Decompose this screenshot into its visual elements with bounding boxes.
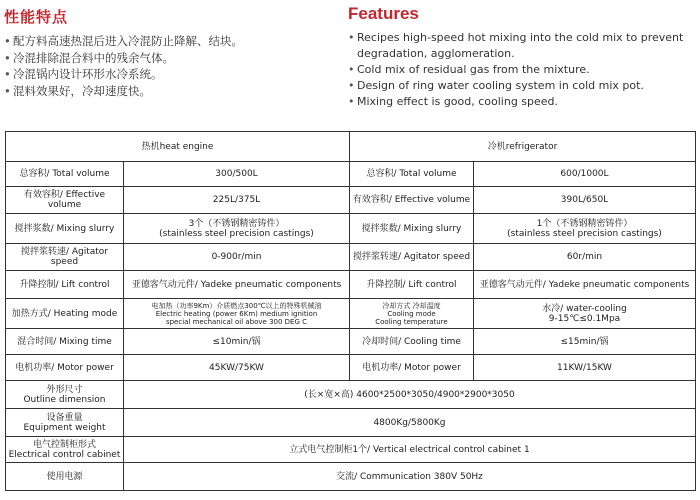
features-en-title: Features (348, 4, 419, 23)
table-row: 使用电源 交流/ Communication 380V 50Hz (6, 463, 696, 491)
features-section (0, 0, 700, 125)
list-item: • Cold mix of residual gas from the mixture. (348, 62, 698, 78)
table-row: 升降控制/ Lift control 亚德客气动元件/ Yadeke pneumatic components 升降控制/ Lift control 亚德客气动元件/ Yadeke pneumatic components (6, 271, 696, 299)
list-item: • 混料效果好，冷却速度快。 (4, 83, 334, 100)
table-row: 电机功率/ Motor power 45KW/75KW 电机功率/ Motor power 11KW/15KW (6, 355, 696, 381)
table-row: 混合时间/ Mixing time ≤10min/锅 冷却时间/ Cooling time ≤15min/锅 (6, 329, 696, 355)
list-item: • Mixing effect is good, cooling speed. (348, 94, 698, 110)
table-row: 搅拌浆转速/ Agitator speed 0-900r/min 搅拌浆转速/ Agitator speed 60r/min (6, 244, 696, 271)
list-item: • 冷混排除混合料中的残余气体。 (4, 50, 334, 67)
header-cold: 冷机refrigerator (350, 132, 696, 162)
table-row: 外形尺寸 Outline dimension (长×宽×高) 4600*2500*3050/4900*2900*3050 (6, 381, 696, 409)
list-item: • 冷混锅内设计环形水冷系统。 (4, 66, 334, 83)
table-row: 电气控制柜形式 Electrical control cabinet 立式电气控制柜1个/ Vertical electrical control cabinet 1 (6, 437, 696, 463)
spec-table (5, 131, 696, 491)
features-cn-list (4, 33, 334, 99)
table-row: 设备重量 Equipment weight 4800Kg/5800Kg (6, 409, 696, 437)
header-hot: 热机heat engine (6, 132, 350, 162)
list-item: • Design of ring water cooling system in cold mix pot. (348, 78, 698, 94)
table-row: 加热方式/ Heating mode 电加热（功率9Km）介质燃点300℃以上的特殊机械油 Electric heating (power 6Km) medium ignition special mechanical oil above 300 DEG C 冷却方式 冷却温度 Cooling mode Cooling temperature 水冷/ water-cooling 9-15℃≤0.1Mpa (6, 299, 696, 329)
table-row: 有效容积/ Effective volume 225L/375L 有效容积/ Effective volume 390L/650L (6, 187, 696, 214)
table-row: 搅拌浆数/ Mixing slurry 3个（不锈钢精密铸件） (stainless steel precision castings) 搅拌浆数/ Mixing slurry 1个（不锈钢精密铸件） (stainless steel precision castings) (6, 214, 696, 244)
list-item: • Recipes high-speed hot mixing into the cold mix to prevent degradation, agglomeration. (348, 30, 698, 62)
features-en (348, 4, 698, 110)
features-cn-title: 性能特点 (4, 8, 69, 26)
features-en-list (348, 30, 698, 110)
table-row: 总容积/ Total volume 300/500L 总容积/ Total volume 600/1000L (6, 162, 696, 187)
table-header-row (6, 132, 696, 162)
list-item: • 配方料高速热混后进入冷混防止降解、结块。 (4, 33, 334, 50)
features-cn (4, 6, 334, 99)
